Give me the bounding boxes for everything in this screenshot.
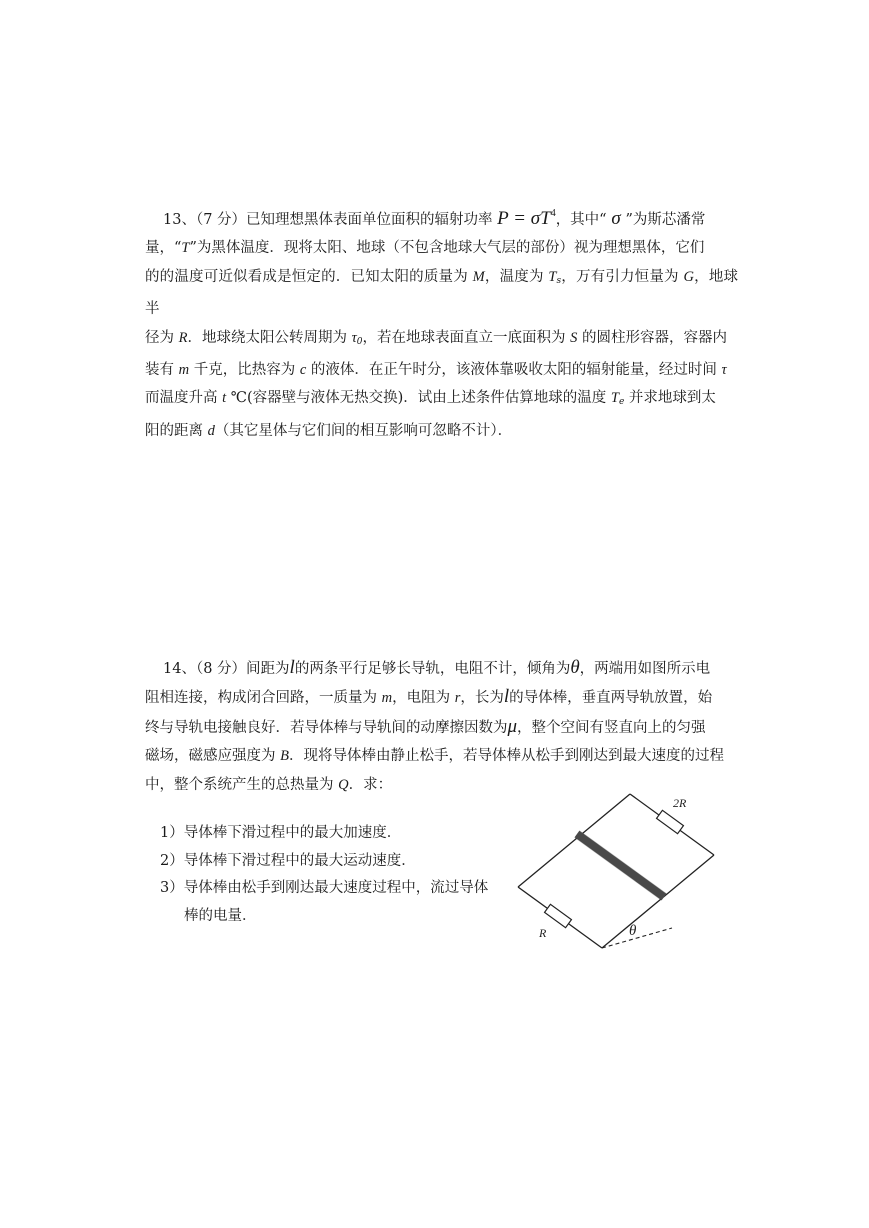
label-theta: θ [629,923,637,939]
subquestion-1: 1）导体棒下滑过程中的最大加速度． [160,825,402,841]
q13-line-3: 的的温度可近似看成是恒定的．已知太阳的质量为 M，温度为 $T_s$，万有引力恒量为 G，地球半 [145,268,739,318]
subquestion-2: 2）导体棒下滑过程中的最大运动速度． [160,852,416,869]
horizontal-reference [602,928,672,948]
q14-line-4: 磁场，磁感应强度为 B．现将导体棒由静止松手，若导体棒从松手到刚达到最大速度的过程 [145,748,724,765]
q13-number: 13、（7 分） [163,212,247,228]
rail-upper-left [518,794,630,887]
q14-line-5: 中，整个系统产生的总热量为 Q．求： [145,776,393,793]
subquestion-3: 3）导体棒由松手到刚达最大速度过程中，流过导体 [160,880,489,896]
stefan-boltzmann-formula: $P = \sigma T^4$ [497,208,556,229]
q13-line-2: 量，“T”为黑体温度．现将太阳、地球（不包含地球大气层的部份）视为理想黑体，它们 [145,240,705,257]
q13-line-7: 阳的距离 d（其它星体与它们间的相互影响可忽略不计）． [145,422,513,439]
q14-line-2: 阻相连接，构成闭合回路，一质量为 m，电阻为 r，长为l的导体棒，垂直两导轨放置，始 [145,686,713,708]
q14-line-1: 14、（8 分）间距为l的两条平行足够长导轨，电阻不计，倾角为θ，两端用如图所示电 [163,657,711,678]
q14-line-3: 终与导轨电接触良好．若导体棒与导轨间的动摩擦因数为μ，整个空间有竖直向上的匀强 [145,715,706,737]
q14-number: 14、（8 分） [163,661,247,677]
q13-line-5: 装有 m 千克，比热容为 c 的液体．在正午时分，该液体靠吸收太阳的辐射能量，经过时间 τ [145,362,727,379]
q13-line-6: 而温度升高 t ℃(容器壁与液体无热交换)．试由上述条件估算地球的温度 $T_e$ 并求地球到太 [145,390,716,408]
resistor-R [545,904,572,927]
label-2R: 2R [673,796,687,810]
q13-line-1: 13、（7 分）已知理想黑体表面单位面积的辐射功率 $P = \sigma T^4$，其中“ σ ”为斯芯潘常 [163,208,706,229]
subquestion-3-cont: 棒的电量． [184,907,257,924]
resistor-2R [657,810,684,833]
q13-line-4: 径为 R．地球绕太阳公转周期为 $\tau_0$，若在地球表面直立一底面积为 S 的圆柱形容器，容器内 [145,329,727,347]
label-R: R [539,926,547,940]
